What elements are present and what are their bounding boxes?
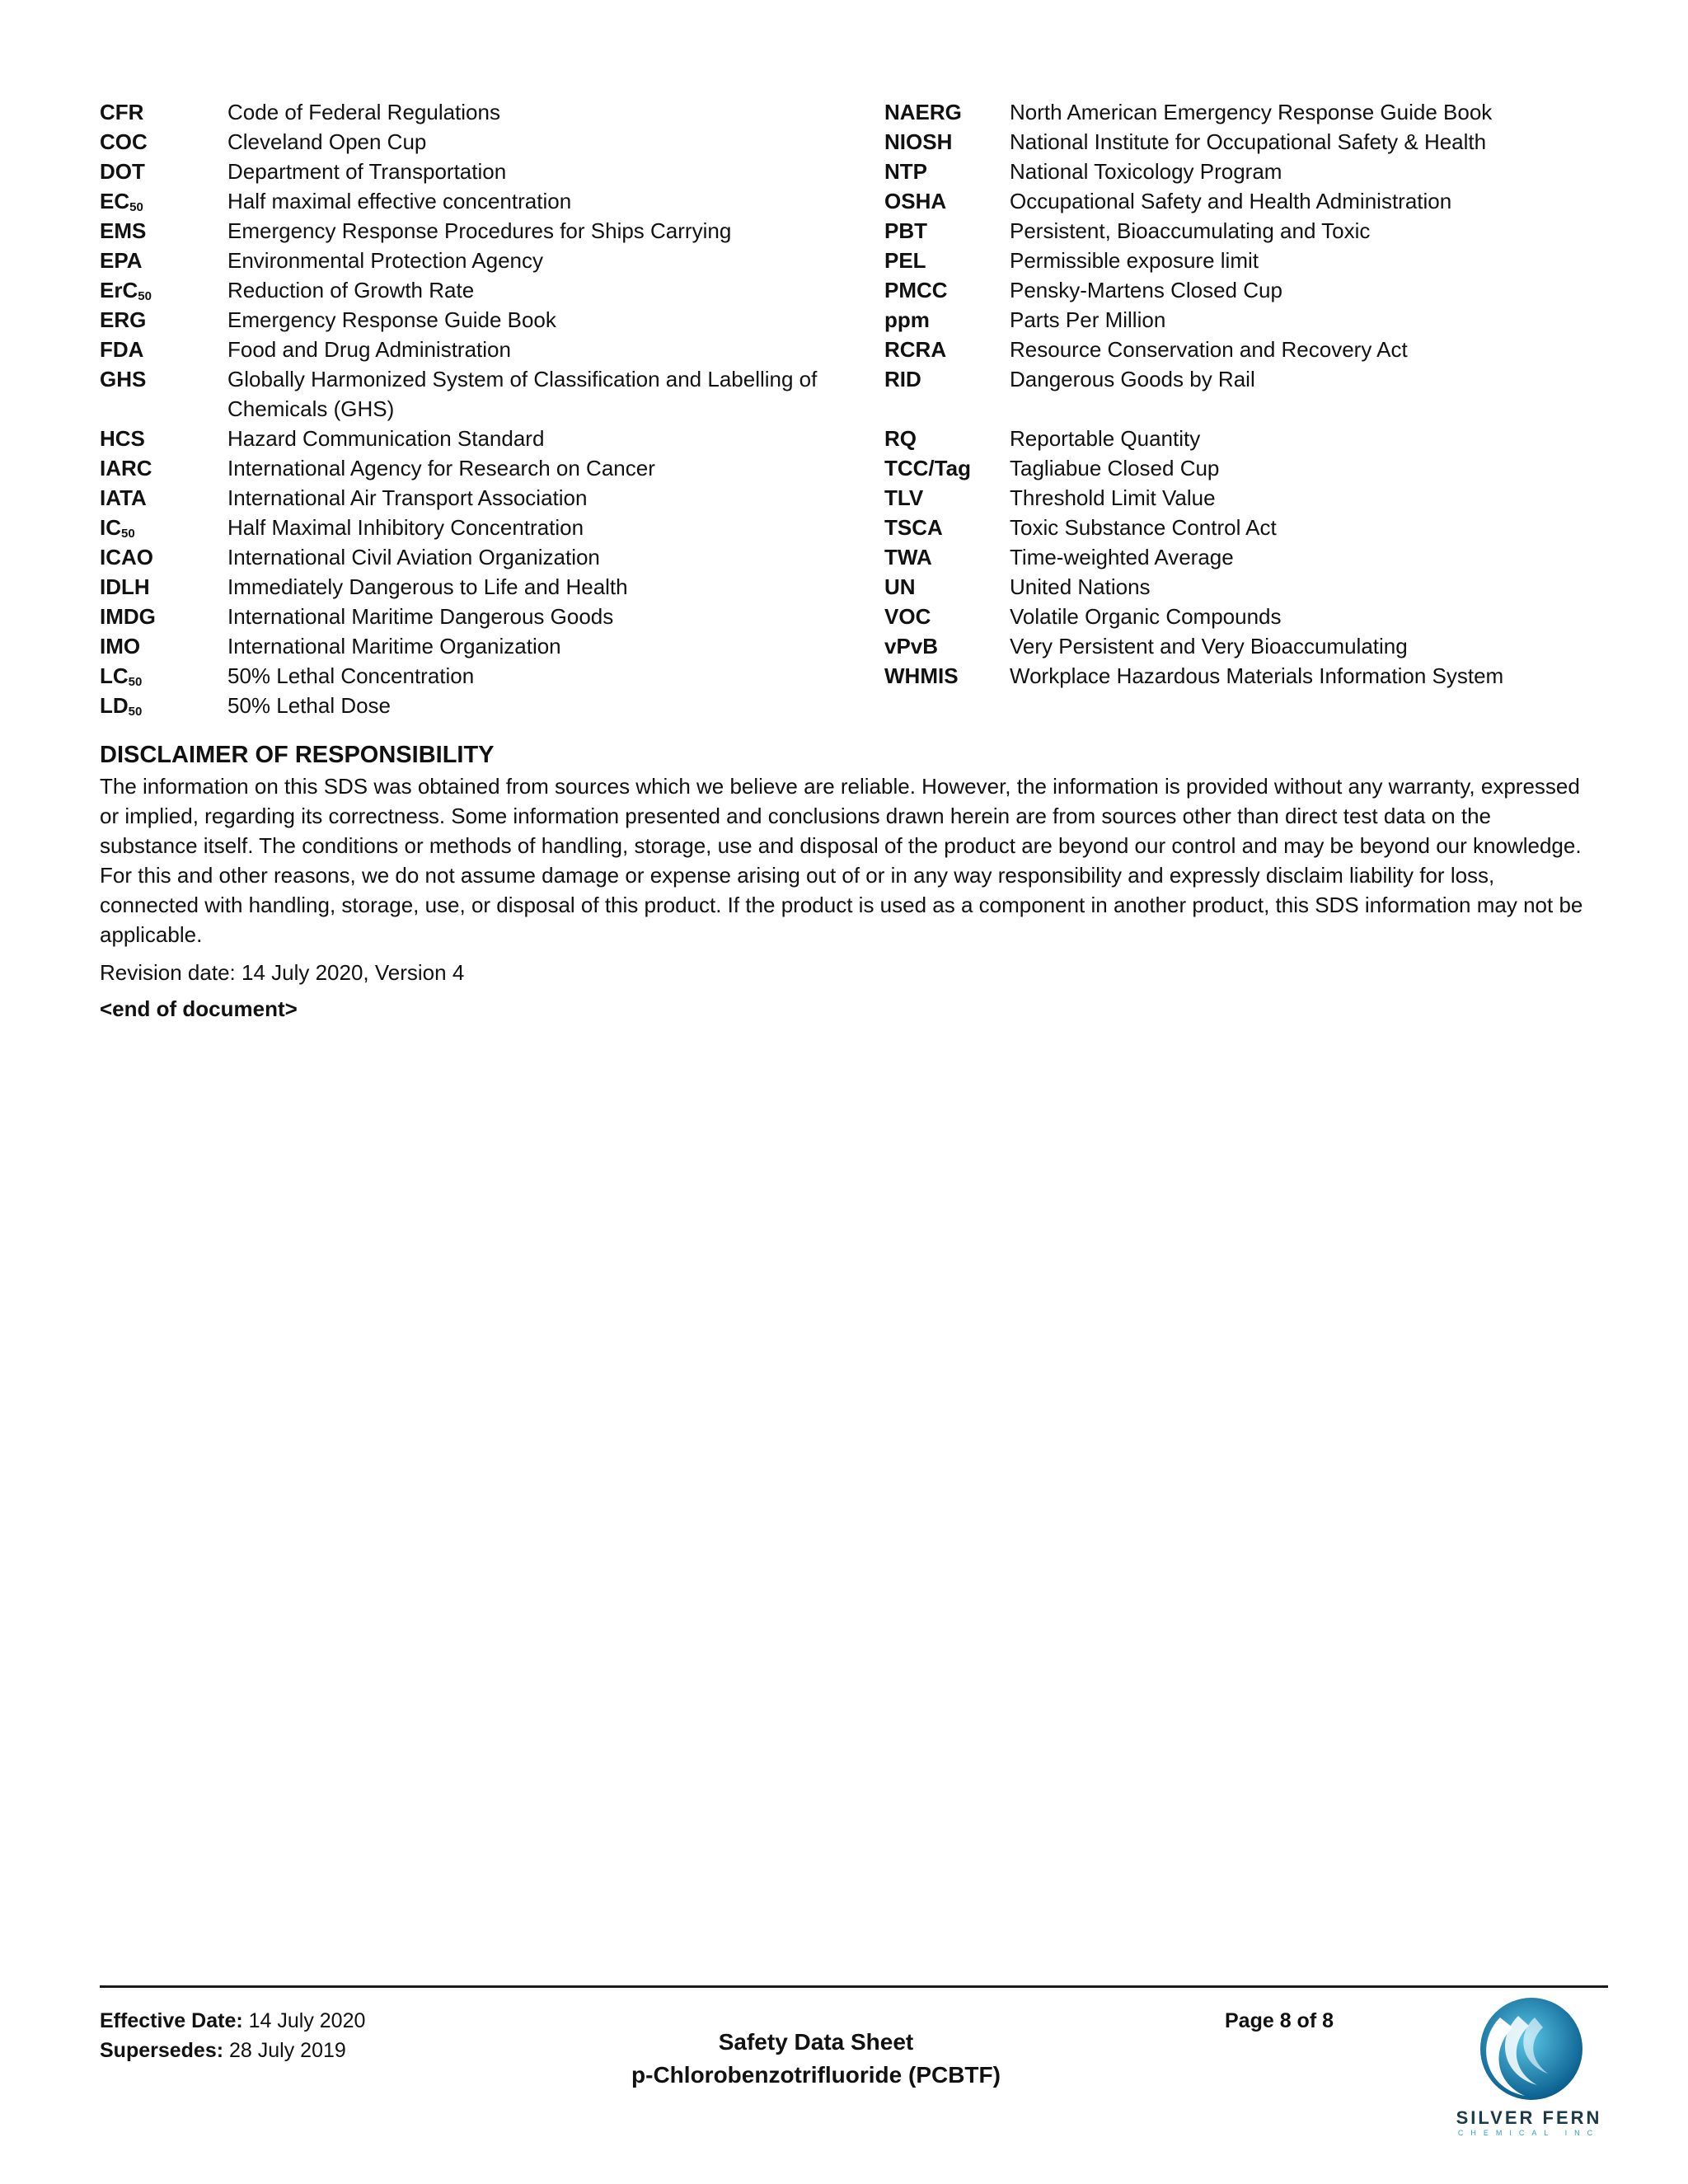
silver-fern-logo-icon: [1467, 1993, 1591, 2108]
disclaimer-body: The information on this SDS was obtained from sources which we believe are reliable. However, the information is provided without any warranty, expressed or implied, regarding its correctness. Some information presented and conclusions drawn herein are from sources other than direct test data on the substance itself. The conditions or methods of handling, storage, use and disposal of the product are beyond our control and may be beyond our knowledge. For this and other reasons, we do not assume damage or expense arising out of or in any way responsibility and expressly disclaim liability for loss, connected with handling, storage, use, or disposal of this product. If the product is used as a component in another product, this SDS information may not be applicable.: [100, 774, 1583, 947]
abbreviation-right-row: [884, 424, 1593, 453]
abbreviation-term: [884, 97, 1010, 127]
abbreviation-definition: Hazard Communication Standard: [227, 426, 545, 451]
abbreviation-right-row: [884, 97, 1593, 127]
abbreviation-term: [100, 305, 227, 335]
abbreviation-term: [100, 127, 227, 157]
footer-divider: [100, 1985, 1608, 1988]
abbreviation-right-row: [884, 216, 1593, 246]
abbreviation-right-row: [884, 127, 1593, 157]
abbreviation-left-row: [100, 691, 842, 720]
abbreviation-term-text: UN: [884, 574, 916, 599]
revision-date: Revision date: 14 July 2020, Version 4: [100, 960, 465, 985]
abbreviation-term: [100, 602, 227, 631]
supersedes-value: 28 July 2019: [229, 2039, 346, 2062]
abbreviation-term-text: IATA: [100, 485, 147, 510]
abbreviation-definition: Resource Conservation and Recovery Act: [1010, 337, 1408, 362]
abbreviation-term: [100, 246, 227, 275]
abbreviation-definition: Food and Drug Administration: [227, 337, 511, 362]
abbreviation-term-text: PMCC: [884, 278, 948, 302]
abbreviation-right-row: [884, 602, 1593, 631]
abbreviation-left-row: [100, 364, 842, 424]
abbreviation-definition: Toxic Substance Control Act: [1010, 515, 1277, 540]
abbreviation-definition: Code of Federal Regulations: [227, 100, 500, 124]
abbreviation-term-text: IDLH: [100, 574, 150, 599]
abbreviation-left-row: [100, 216, 842, 246]
abbreviation-definition: International Civil Aviation Organization: [227, 545, 600, 569]
end-of-document: <end of document>: [100, 996, 298, 1021]
abbreviation-left-row: [100, 453, 842, 483]
abbreviation-definition: Parts Per Million: [1010, 307, 1166, 332]
logo-subtitle: CHEMICAL INC: [1457, 2129, 1601, 2137]
abbreviation-subscript: 50: [138, 289, 152, 303]
abbreviation-definition: Pensky-Martens Closed Cup: [1010, 278, 1282, 302]
abbreviation-definition: Emergency Response Procedures for Ships Carrying: [227, 218, 732, 243]
abbreviation-term-text: ErC: [100, 278, 138, 302]
abbreviation-definition: Department of Transportation: [227, 159, 507, 184]
abbreviation-right-row: [884, 631, 1593, 661]
abbreviation-left-row: [100, 275, 842, 305]
abbreviation-left-row: [100, 186, 842, 216]
abbreviation-right-row: [884, 246, 1593, 275]
supersedes-date: [100, 2036, 365, 2065]
abbreviation-definition: Workplace Hazardous Materials Information System: [1010, 663, 1504, 688]
abbreviation-definition: [1010, 394, 1593, 424]
abbreviation-definition: United Nations: [1010, 574, 1151, 599]
abbreviation-term: [884, 216, 1010, 246]
disclaimer-heading: DISCLAIMER OF RESPONSIBILITY: [100, 742, 495, 768]
abbreviation-left-row: [100, 542, 842, 572]
effective-date-label: Effective Date:: [100, 2009, 243, 2032]
abbreviation-term-text: IARC: [100, 456, 152, 480]
abbreviation-term: [100, 335, 227, 364]
abbreviation-term: [100, 186, 227, 216]
abbreviation-term-text: RCRA: [884, 337, 947, 362]
abbreviation-left-row: [100, 305, 842, 335]
supersedes-label: Supersedes:: [100, 2039, 224, 2062]
abbreviation-term-text: HCS: [100, 426, 145, 451]
abbreviation-term-text: TCC/Tag: [884, 456, 971, 480]
abbreviation-term-text: OSHA: [884, 189, 947, 213]
abbreviation-term: [100, 631, 227, 661]
abbreviation-term-text: IMDG: [100, 604, 156, 629]
abbreviation-term-text: PBT: [884, 218, 927, 243]
abbreviation-term: [100, 453, 227, 483]
abbreviations-right-column: [884, 97, 1593, 691]
abbreviation-right-row: [884, 453, 1593, 483]
abbreviation-term: [100, 275, 227, 305]
abbreviation-term-text: IMO: [100, 634, 141, 658]
abbreviation-definition: Reduction of Growth Rate: [227, 278, 475, 302]
abbreviation-right-row: [884, 335, 1593, 364]
abbreviation-term: [100, 216, 227, 246]
abbreviation-right-row: [884, 394, 1593, 424]
abbreviation-term-text: vPvB: [884, 634, 939, 658]
abbreviation-definition: Permissible exposure limit: [1010, 248, 1259, 273]
abbreviation-term: [100, 572, 227, 602]
abbreviation-definition: International Maritime Dangerous Goods: [227, 604, 614, 629]
abbreviation-term-text: GHS: [100, 367, 147, 391]
abbreviation-term: [884, 483, 1010, 513]
abbreviation-definition: Globally Harmonized System of Classification and Labelling of Chemicals (GHS): [227, 367, 818, 421]
abbreviation-left-row: [100, 97, 842, 127]
abbreviation-term-text: LD: [100, 693, 129, 718]
abbreviation-term: [884, 246, 1010, 275]
abbreviation-definition: Volatile Organic Compounds: [1010, 604, 1282, 629]
page-number: Page 8 of 8: [1225, 2009, 1334, 2032]
abbreviation-left-row: [100, 246, 842, 275]
abbreviation-term: [100, 661, 227, 691]
abbreviation-definition: Reportable Quantity: [1010, 426, 1201, 451]
abbreviation-left-row: [100, 602, 842, 631]
abbreviation-term-text: NIOSH: [884, 129, 953, 154]
abbreviation-definition: Tagliabue Closed Cup: [1010, 456, 1220, 480]
abbreviation-term-text: LC: [100, 663, 129, 688]
abbreviation-term: [884, 661, 1010, 691]
abbreviation-term-text: DOT: [100, 159, 145, 184]
abbreviation-right-row: [884, 513, 1593, 542]
abbreviation-definition: International Maritime Organization: [227, 634, 561, 658]
abbreviation-term-text: RID: [884, 367, 921, 391]
abbreviation-term-text: WHMIS: [884, 663, 959, 688]
abbreviation-term-text: PEL: [884, 248, 926, 273]
abbreviation-right-row: [884, 572, 1593, 602]
abbreviation-definition: Threshold Limit Value: [1010, 485, 1216, 510]
abbreviation-term: [100, 157, 227, 186]
abbreviation-definition: Time-weighted Average: [1010, 545, 1234, 569]
disclaimer-section: [100, 740, 1583, 1024]
abbreviation-right-row: [884, 186, 1593, 216]
abbreviation-right-row: [884, 364, 1593, 394]
abbreviation-term: [884, 631, 1010, 661]
abbreviation-definition: Immediately Dangerous to Life and Health: [227, 574, 628, 599]
abbreviation-term-text: TWA: [884, 545, 932, 569]
abbreviation-term: [884, 424, 1010, 453]
abbreviation-term: [100, 513, 227, 542]
abbreviation-subscript: 50: [128, 675, 143, 689]
abbreviation-term-text: IC: [100, 515, 121, 540]
abbreviation-term-text: EC: [100, 189, 130, 213]
abbreviation-term: [100, 691, 227, 720]
abbreviation-left-row: [100, 513, 842, 542]
abbreviation-left-row: [100, 157, 842, 186]
abbreviation-term: [884, 364, 1010, 394]
abbreviation-left-row: [100, 572, 842, 602]
abbreviation-term-text: RQ: [884, 426, 917, 451]
abbreviation-term: [884, 127, 1010, 157]
abbreviation-definition: Very Persistent and Very Bioaccumulating: [1010, 634, 1408, 658]
abbreviation-term: [884, 394, 1010, 424]
abbreviation-term-text: TSCA: [884, 515, 943, 540]
abbreviation-left-row: [100, 631, 842, 661]
abbreviation-right-row: [884, 483, 1593, 513]
abbreviation-left-row: [100, 335, 842, 364]
abbreviation-term-text: NTP: [884, 159, 927, 184]
abbreviation-term: [884, 305, 1010, 335]
abbreviation-definition: Cleveland Open Cup: [227, 129, 427, 154]
abbreviation-left-row: [100, 483, 842, 513]
abbreviation-term: [100, 483, 227, 513]
abbreviation-subscript: 50: [128, 705, 143, 719]
company-logo: [1447, 1993, 1611, 2145]
abbreviation-term: [100, 542, 227, 572]
abbreviation-definition: International Air Transport Association: [227, 485, 588, 510]
footer-dates: [100, 2006, 365, 2065]
abbreviation-term-text: CFR: [100, 100, 144, 124]
abbreviation-term-text: ERG: [100, 307, 147, 332]
abbreviation-term-text: COC: [100, 129, 148, 154]
abbreviation-term-text: ICAO: [100, 545, 153, 569]
abbreviation-right-row: [884, 305, 1593, 335]
abbreviations-left-column: [100, 97, 842, 720]
abbreviation-term: [884, 542, 1010, 572]
abbreviation-subscript: 50: [129, 200, 143, 214]
abbreviation-definition: 50% Lethal Dose: [227, 693, 392, 718]
abbreviation-term: [884, 513, 1010, 542]
abbreviation-definition: North American Emergency Response Guide Book: [1010, 100, 1493, 124]
abbreviation-definition: Half Maximal Inhibitory Concentration: [227, 515, 584, 540]
footer-title: [577, 2026, 1055, 2092]
abbreviation-term-text: VOC: [884, 604, 931, 629]
abbreviation-term: [884, 453, 1010, 483]
abbreviation-term: [884, 275, 1010, 305]
abbreviation-right-row: [884, 542, 1593, 572]
abbreviation-term-text: FDA: [100, 337, 144, 362]
abbreviation-right-row: [884, 157, 1593, 186]
abbreviation-definition: International Agency for Research on Cancer: [227, 456, 655, 480]
abbreviation-term: [884, 335, 1010, 364]
abbreviation-right-row: [884, 661, 1593, 691]
abbreviation-term: [884, 602, 1010, 631]
abbreviation-subscript: 50: [121, 527, 135, 541]
logo-name: SILVER FERN: [1456, 2107, 1602, 2128]
abbreviation-left-row: [100, 127, 842, 157]
abbreviation-term: [884, 572, 1010, 602]
abbreviation-definition: Persistent, Bioaccumulating and Toxic: [1010, 218, 1371, 243]
abbreviation-definition: Environmental Protection Agency: [227, 248, 543, 273]
abbreviation-definition: Emergency Response Guide Book: [227, 307, 556, 332]
effective-date: [100, 2006, 365, 2036]
abbreviation-definition: Occupational Safety and Health Administration: [1010, 189, 1452, 213]
abbreviation-term: [884, 157, 1010, 186]
doc-title: Safety Data Sheet: [718, 2029, 914, 2055]
abbreviation-term-text: NAERG: [884, 100, 962, 124]
abbreviation-term: [100, 424, 227, 453]
abbreviation-definition: National Institute for Occupational Safety & Health: [1010, 129, 1487, 154]
abbreviation-left-row: [100, 424, 842, 453]
abbreviation-definition: 50% Lethal Concentration: [227, 663, 475, 688]
abbreviation-term-text: EPA: [100, 248, 143, 273]
effective-date-value: 14 July 2020: [248, 2009, 366, 2032]
abbreviation-term: [100, 364, 227, 424]
abbreviation-left-row: [100, 661, 842, 691]
abbreviation-definition: Half maximal effective concentration: [227, 189, 572, 213]
abbreviation-right-row: [884, 275, 1593, 305]
abbreviation-definition: Dangerous Goods by Rail: [1010, 367, 1255, 391]
abbreviation-term-text: TLV: [884, 485, 924, 510]
abbreviation-definition: National Toxicology Program: [1010, 159, 1282, 184]
abbreviation-term: [884, 186, 1010, 216]
abbreviation-term: [100, 97, 227, 127]
abbreviation-term-text: EMS: [100, 218, 147, 243]
product-name: p-Chlorobenzotrifluoride (PCBTF): [631, 2062, 1001, 2088]
abbreviation-term-text: ppm: [884, 307, 930, 332]
